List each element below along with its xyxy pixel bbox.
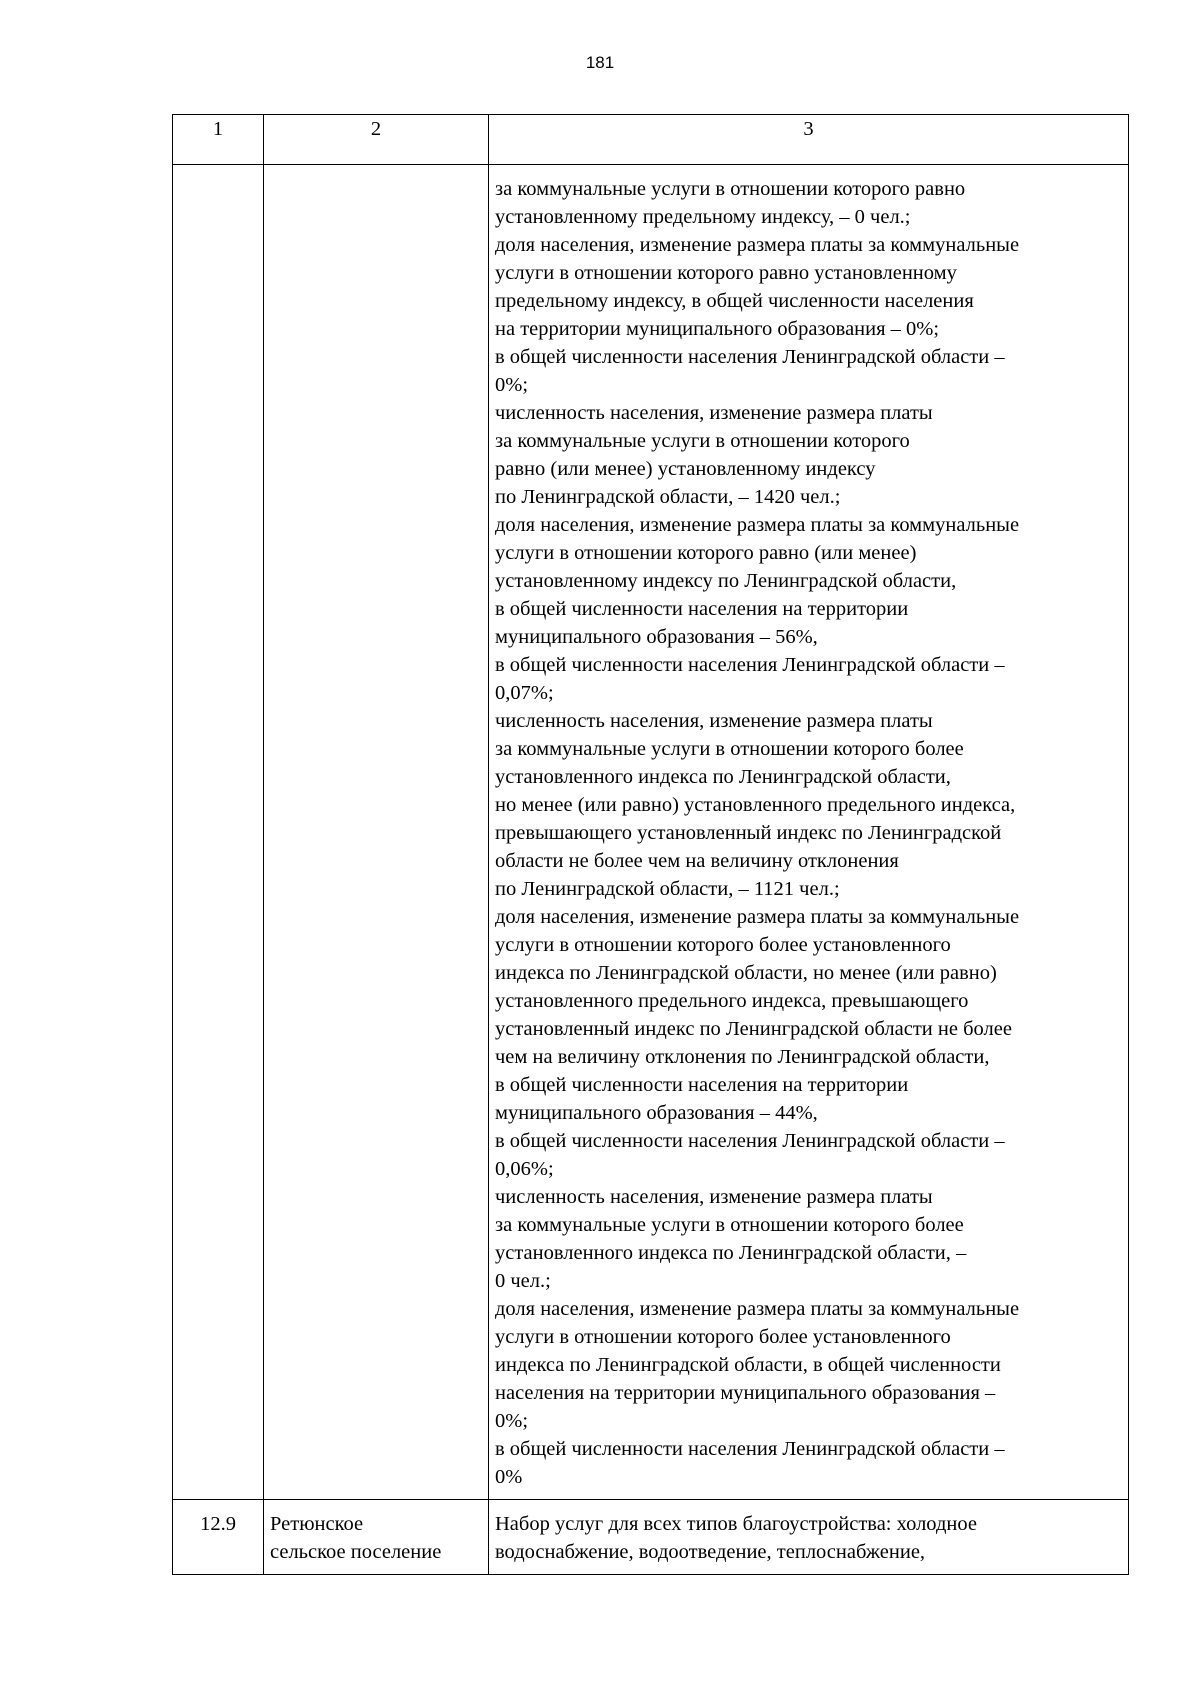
- column-header-3: 3: [489, 115, 1129, 165]
- column-header-2: 2: [264, 115, 489, 165]
- settlement-name-cell: [264, 165, 489, 1500]
- description-line: в общей численности населения Ленинградской области –: [495, 1438, 1005, 1460]
- row-number-cell: [173, 165, 264, 1500]
- description-line: 0 чел.;: [495, 1270, 551, 1292]
- settlement-name: [264, 1500, 488, 1574]
- description-line: водоснабжение, водоотведение, теплоснабжение,: [495, 1541, 926, 1563]
- description-line: 0%: [495, 1466, 523, 1488]
- row-number: 12.9: [200, 1513, 236, 1535]
- description-line: установленного индекса по Ленинградской области, –: [495, 1242, 967, 1264]
- description-line: 0,06%;: [495, 1158, 554, 1180]
- description-line: услуги в отношении которого более установленного: [495, 934, 951, 956]
- description-line: населения на территории муниципального образования –: [495, 1382, 996, 1404]
- table-header-row: [173, 115, 1129, 165]
- description-text: [489, 1500, 1128, 1574]
- description-line: индекса по Ленинградской области, но менее (или равно): [495, 962, 997, 984]
- settlement-name-line: сельское поселение: [270, 1541, 442, 1563]
- description-text: [489, 165, 1128, 1499]
- description-line: но менее (или равно) установленного предельного индекса,: [495, 794, 1016, 816]
- data-table: [172, 114, 1129, 1575]
- row-number-cell: [173, 1500, 264, 1575]
- settlement-name-line: Ретюнское: [270, 1513, 364, 1535]
- settlement-name: [264, 165, 488, 183]
- description-line: в общей численности населения Ленинградской области –: [495, 1130, 1005, 1152]
- description-line: в общей численности населения на территории: [495, 1074, 909, 1096]
- description-line: численность населения, изменение размера платы: [495, 710, 933, 732]
- description-line: по Ленинградской области, – 1121 чел.;: [495, 878, 840, 900]
- description-line: в общей численности населения Ленинградской области –: [495, 346, 1005, 368]
- page-number: 181: [585, 53, 615, 72]
- description-line: равно (или менее) установленному индексу: [495, 458, 876, 480]
- description-line: муниципального образования – 44%,: [495, 1102, 818, 1124]
- description-line: за коммунальные услуги в отношении которого более: [495, 1214, 964, 1236]
- description-line: в общей численности населения Ленинградской области –: [495, 654, 1005, 676]
- description-line: установленный индекс по Ленинградской области не более: [495, 1018, 1012, 1040]
- table-body: [173, 165, 1129, 1575]
- description-line: в общей численности населения на территории: [495, 598, 909, 620]
- description-cell: [489, 165, 1129, 1500]
- description-line: численность населения, изменение размера платы: [495, 1186, 933, 1208]
- description-line: за коммунальные услуги в отношении которого равно: [495, 178, 966, 200]
- description-line: муниципального образования – 56%,: [495, 626, 818, 648]
- description-line: превышающего установленный индекс по Ленинградской: [495, 822, 1002, 844]
- description-line: доля населения, изменение размера платы за коммунальные: [495, 234, 1020, 256]
- description-line: установленному индексу по Ленинградской области,: [495, 570, 957, 592]
- description-line: индекса по Ленинградской области, в общей численности: [495, 1354, 1001, 1376]
- table-row: [173, 1500, 1129, 1575]
- description-line: Набор услуг для всех типов благоустройства: холодное: [495, 1513, 977, 1535]
- description-line: услуги в отношении которого равно установленному: [495, 262, 957, 284]
- description-line: за коммунальные услуги в отношении которого более: [495, 738, 964, 760]
- description-line: численность населения, изменение размера платы: [495, 402, 933, 424]
- settlement-name-cell: [264, 1500, 489, 1575]
- table-row: [173, 165, 1129, 1500]
- description-line: 0%;: [495, 374, 529, 396]
- description-line: услуги в отношении которого более установленного: [495, 1326, 951, 1348]
- row-number: [173, 165, 263, 183]
- description-line: 0%;: [495, 1410, 529, 1432]
- description-line: области не более чем на величину отклонения: [495, 850, 899, 872]
- description-line: установленного предельного индекса, превышающего: [495, 990, 969, 1012]
- description-line: установленному предельному индексу, – 0 чел.;: [495, 206, 911, 228]
- description-line: за коммунальные услуги в отношении которого: [495, 430, 910, 452]
- description-line: доля населения, изменение размера платы за коммунальные: [495, 514, 1020, 536]
- description-line: 0,07%;: [495, 682, 554, 704]
- description-line: установленного индекса по Ленинградской области,: [495, 766, 951, 788]
- description-line: доля населения, изменение размера платы за коммунальные: [495, 1298, 1020, 1320]
- description-line: на территории муниципального образования – 0%;: [495, 318, 940, 340]
- description-line: по Ленинградской области, – 1420 чел.;: [495, 486, 841, 508]
- description-line: услуги в отношении которого равно (или менее): [495, 542, 917, 564]
- description-line: чем на величину отклонения по Ленинградской области,: [495, 1046, 990, 1068]
- description-cell: [489, 1500, 1129, 1575]
- description-line: предельному индексу, в общей численности населения: [495, 290, 974, 312]
- column-header-1: 1: [173, 115, 264, 165]
- description-line: доля населения, изменение размера платы за коммунальные: [495, 906, 1020, 928]
